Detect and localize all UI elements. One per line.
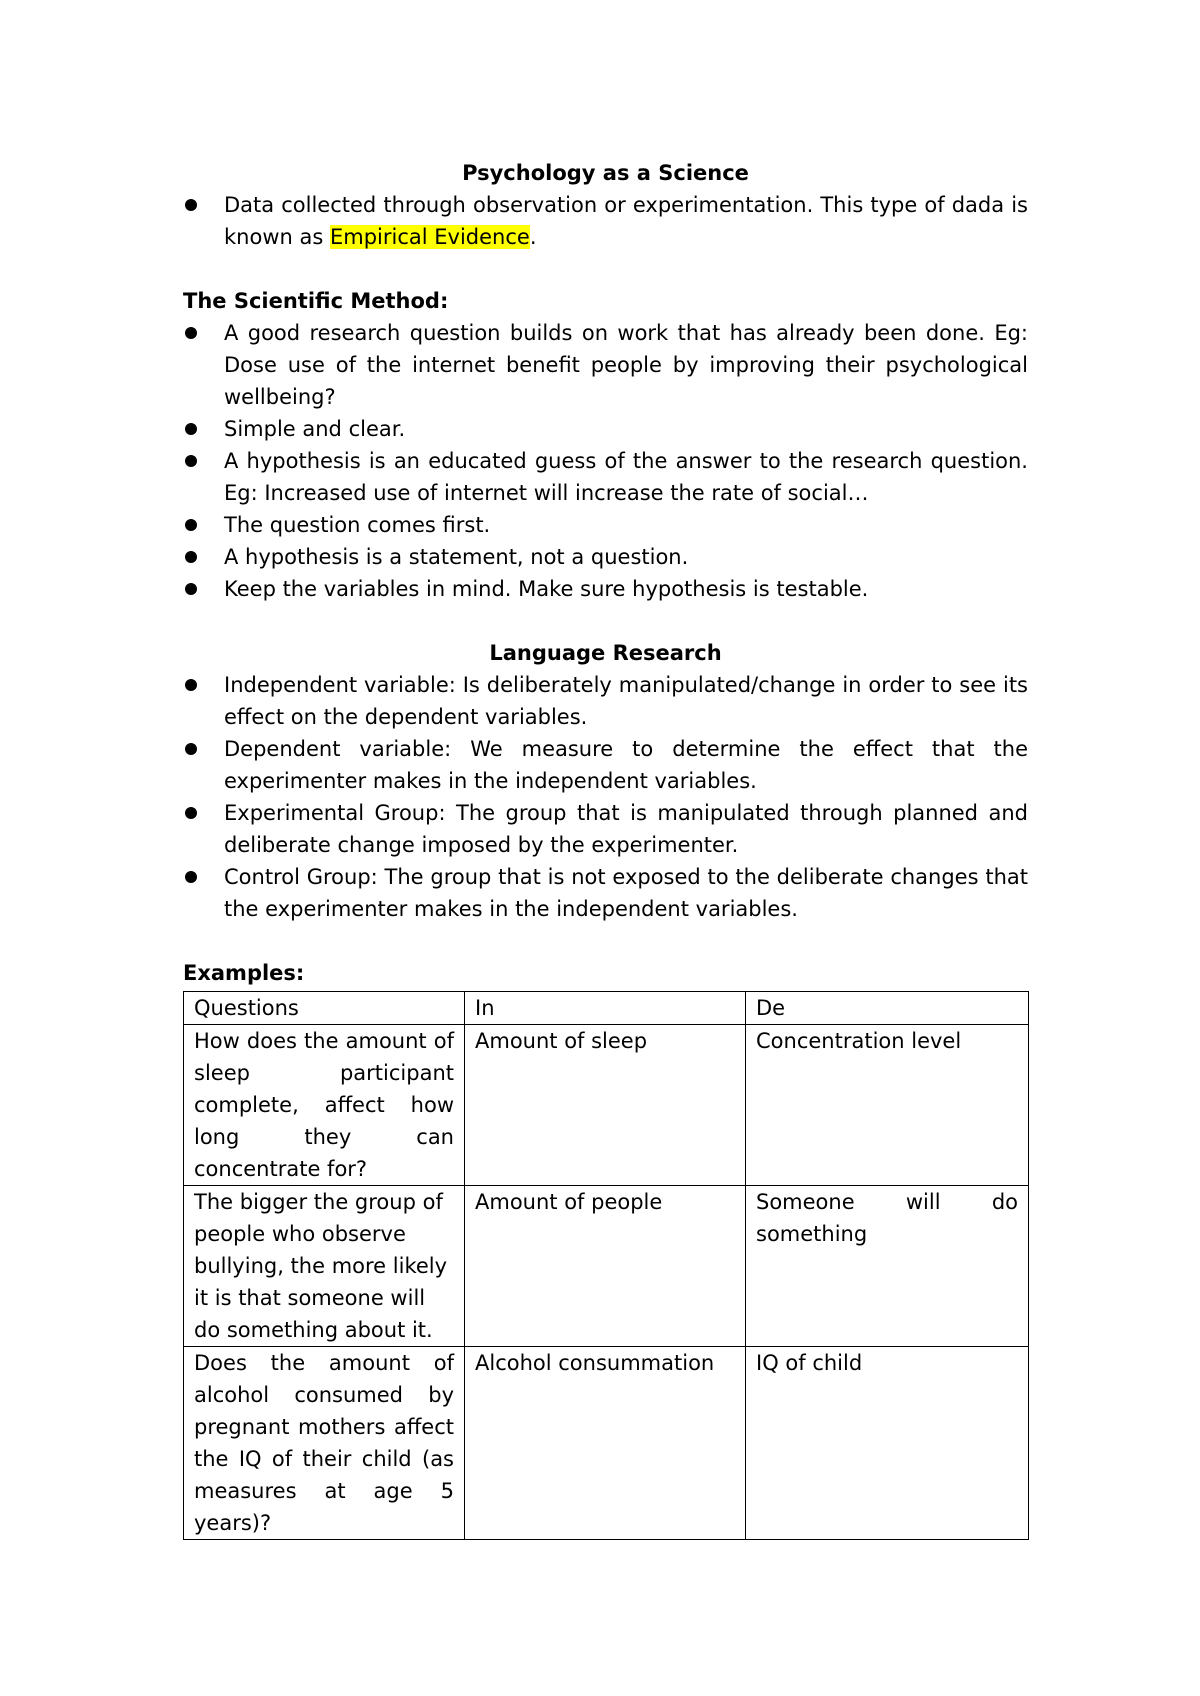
spacer	[183, 925, 1028, 957]
spacer	[183, 605, 1028, 637]
bullet-text: Data collected through observation or experimentation. This type of dada is known as	[224, 193, 1028, 249]
table-cell: Concentration level	[746, 1025, 1029, 1186]
bullet-text: Keep the variables in mind. Make sure hypothesis is testable.	[224, 577, 869, 601]
bullet-icon	[185, 423, 197, 435]
section-title-language-research: Language Research	[489, 641, 722, 665]
table-cell: The bigger the group of people who observe bullying, the more likely it is that someone will do something about it.	[184, 1186, 465, 1347]
list-item	[183, 669, 1028, 733]
bullet-text: Dependent variable: We measure to determine the effect that the experimenter makes in the independent variables.	[224, 737, 1028, 793]
table-row	[184, 1186, 1029, 1347]
table-cell: Someone will do something	[746, 1186, 1029, 1347]
list-item	[183, 413, 1028, 445]
bullet-icon	[185, 327, 197, 339]
list-item	[183, 317, 1028, 413]
table-cell: IQ of child	[746, 1347, 1029, 1540]
table-header-cell: In	[465, 992, 746, 1025]
table-row	[184, 1347, 1029, 1540]
bullet-text: A hypothesis is an educated guess of the answer to the research question. Eg: Increased use of internet will increase the rate of social…	[224, 449, 1028, 505]
highlighted-term: Empirical Evidence	[329, 225, 530, 249]
list-item	[183, 541, 1028, 573]
bullet-icon	[185, 519, 197, 531]
bullet-text: A good research question builds on work that has already been done. Eg: Dose use of the internet benefit people by improving their psychological wellbeing?	[224, 321, 1028, 409]
table-cell: Does the amount of alcohol consumed by pregnant mothers affect the IQ of their child (as measures at age 5 years)?	[184, 1347, 465, 1540]
bullet-icon	[185, 743, 197, 755]
table-cell: Alcohol consummation	[465, 1347, 746, 1540]
bullet-text: A hypothesis is a statement, not a question.	[224, 545, 689, 569]
table-header-row	[184, 992, 1029, 1025]
list-item	[183, 509, 1028, 541]
bullet-text: Experimental Group: The group that is manipulated through planned and deliberate change imposed by the experimenter.	[224, 801, 1028, 857]
bullet-icon	[185, 871, 197, 883]
bullet-text: Simple and clear.	[224, 417, 406, 441]
scientific-method-bullet-list	[183, 317, 1028, 605]
bullet-text: The question comes first.	[224, 513, 491, 537]
bullet-text-end: .	[529, 225, 537, 249]
table-header-cell: Questions	[184, 992, 465, 1025]
bullet-icon	[185, 583, 197, 595]
section-title-examples: Examples:	[183, 961, 305, 985]
table-cell: How does the amount of sleep participant complete, affect how long they can concentrate for?	[184, 1025, 465, 1186]
list-item	[183, 189, 1028, 253]
table-cell: Amount of people	[465, 1186, 746, 1347]
section-title-scientific-method: The Scientific Method:	[183, 289, 449, 313]
bullet-icon	[185, 455, 197, 467]
list-item	[183, 573, 1028, 605]
list-item	[183, 733, 1028, 797]
bullet-text: Independent variable: Is deliberately manipulated/change in order to see its effect on the dependent variables.	[224, 673, 1028, 729]
list-item	[183, 861, 1028, 925]
language-research-bullet-list	[183, 669, 1028, 925]
bullet-icon	[185, 807, 197, 819]
bullet-icon	[185, 199, 197, 211]
bullet-icon	[185, 551, 197, 563]
bullet-icon	[185, 679, 197, 691]
examples-table	[183, 991, 1029, 1540]
psychology-bullet-list	[183, 189, 1028, 253]
document-content	[183, 157, 1028, 1540]
section-title-psychology: Psychology as a Science	[462, 161, 749, 185]
list-item	[183, 797, 1028, 861]
list-item	[183, 445, 1028, 509]
table-header-cell: De	[746, 992, 1029, 1025]
spacer	[183, 253, 1028, 285]
bullet-text: Control Group: The group that is not exposed to the deliberate changes that the experimenter makes in the independent variables.	[224, 865, 1028, 921]
table-row	[184, 1025, 1029, 1186]
table-cell: Amount of sleep	[465, 1025, 746, 1186]
